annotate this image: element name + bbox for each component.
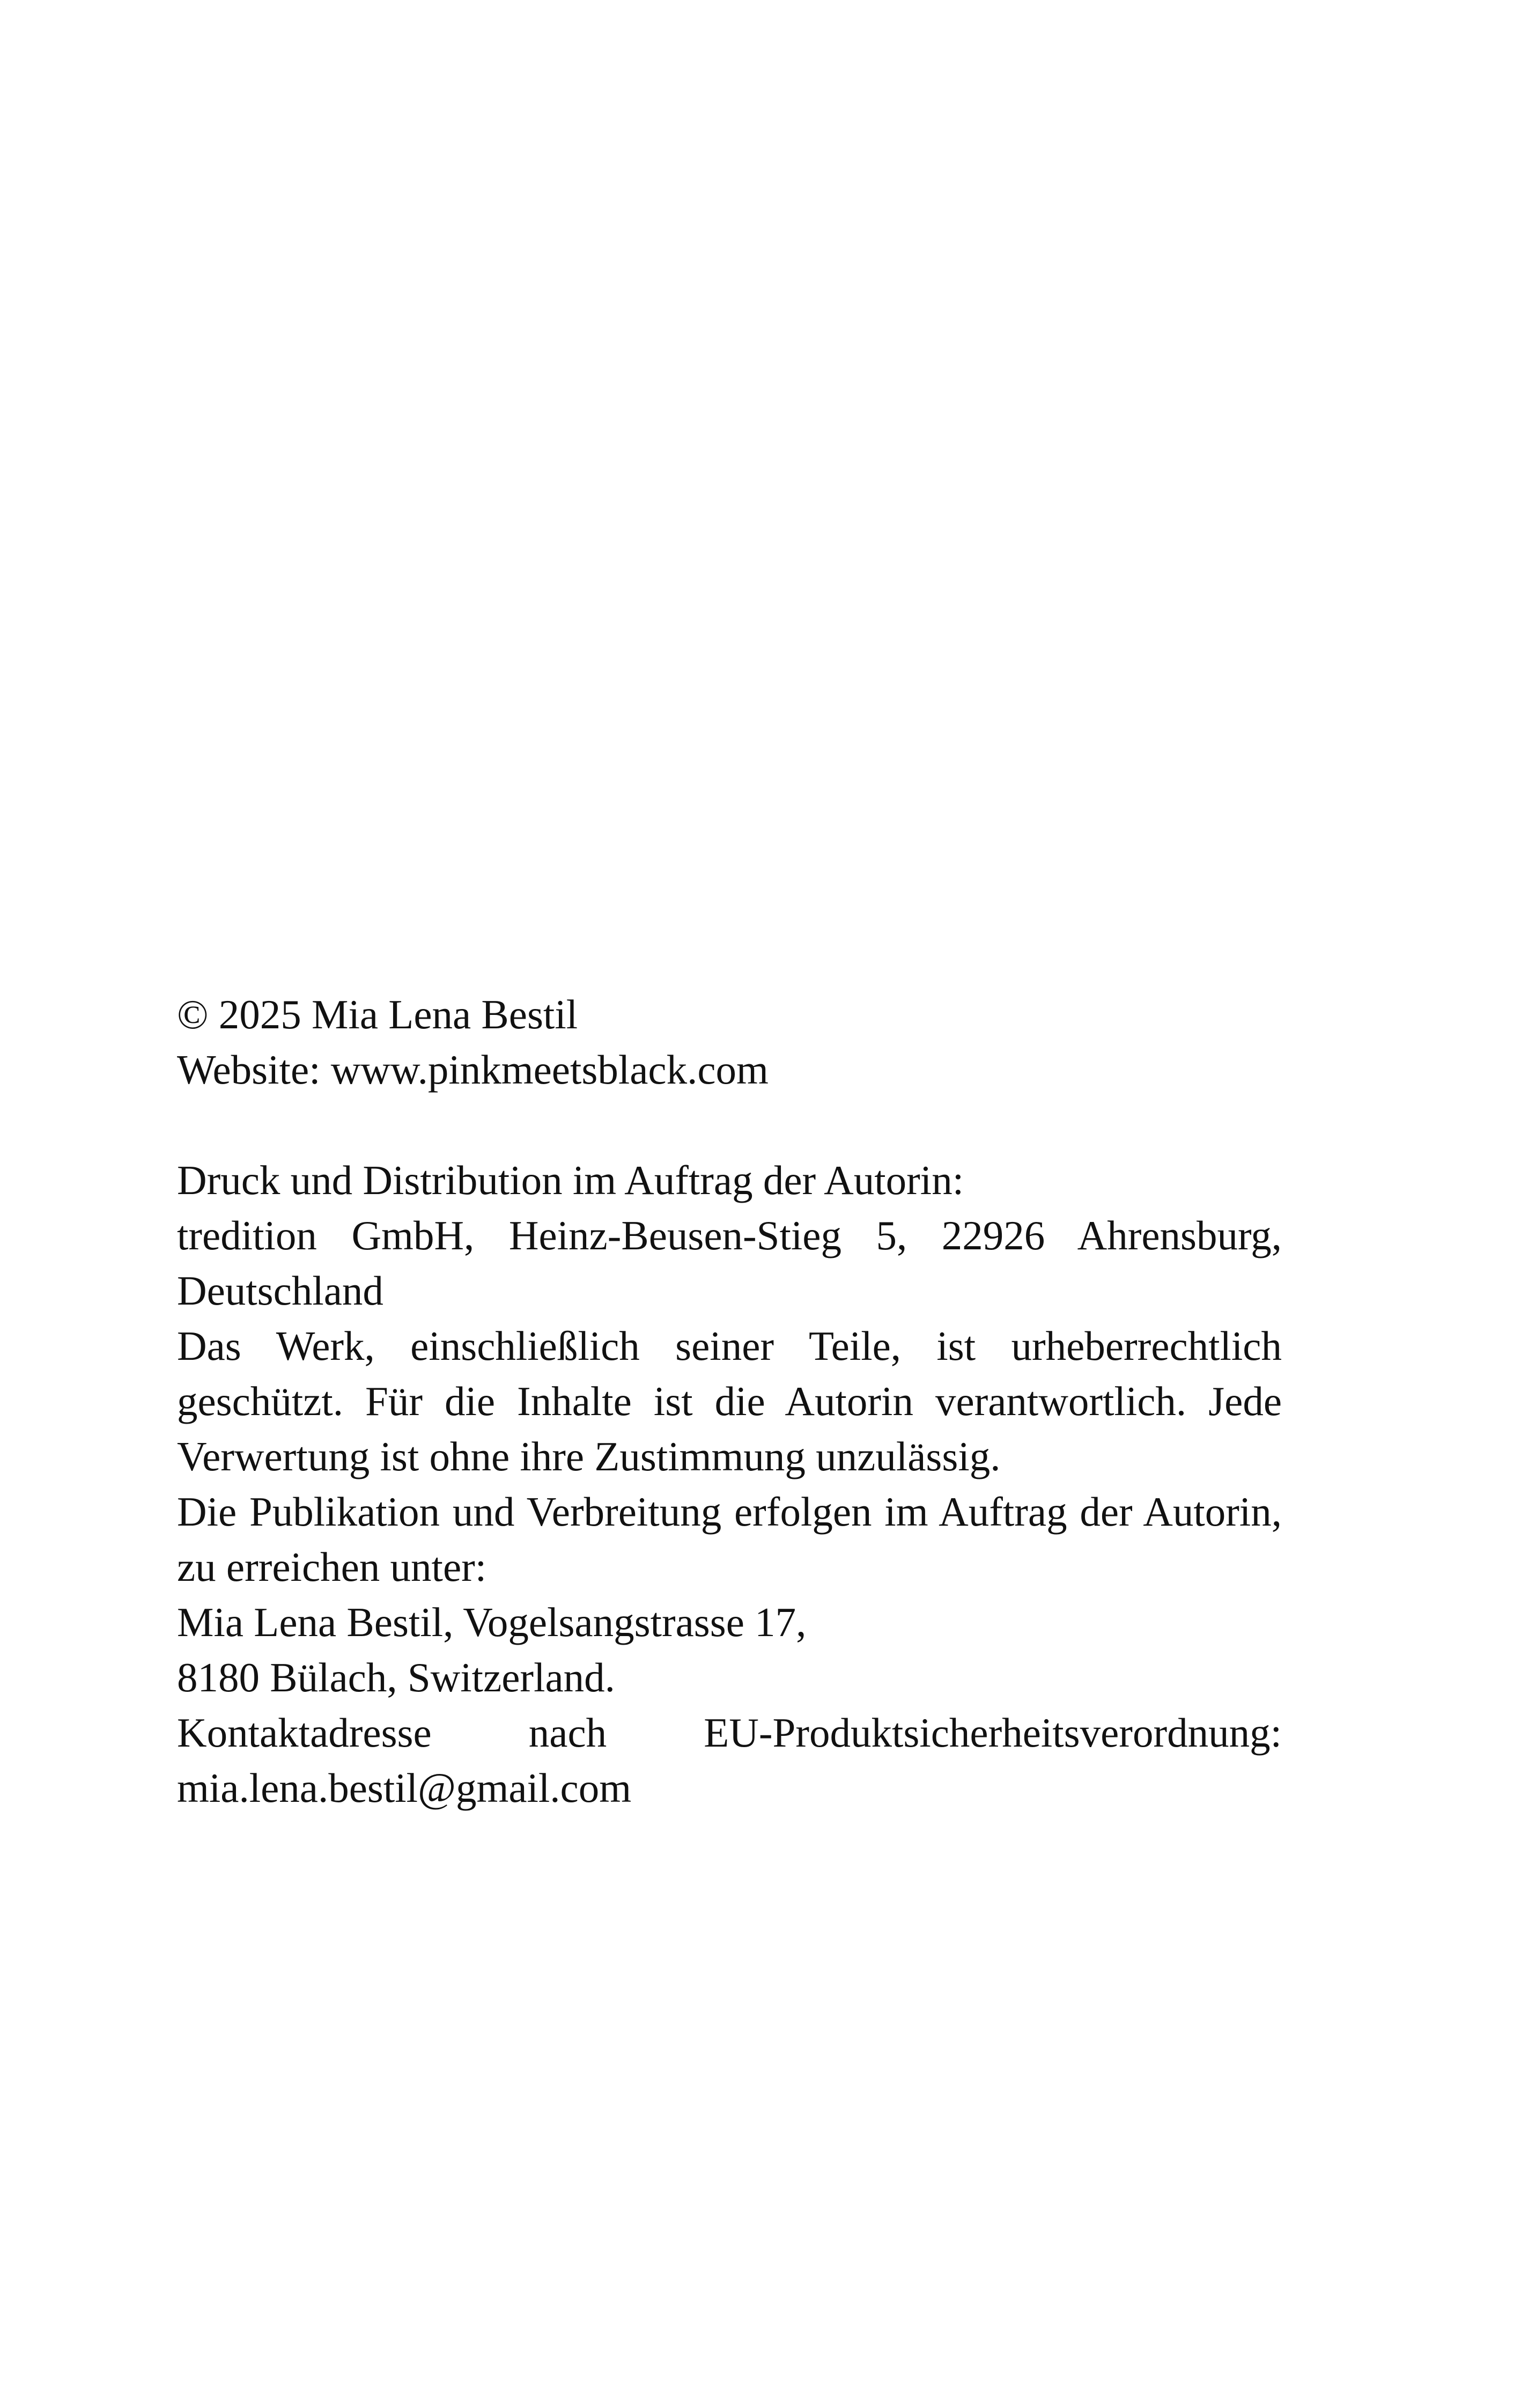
distribution-heading: Druck und Distribution im Auftrag der Autorin: bbox=[177, 1157, 964, 1203]
distribution-address: tredition GmbH, Heinz-Beusen-Stieg 5, 22926 Ahrensburg, Deutschland bbox=[177, 1212, 1282, 1314]
imprint-block bbox=[177, 987, 1282, 1816]
author-city: 8180 Bülach, Switzerland. bbox=[177, 1654, 615, 1700]
contact-email: mia.lena.bestil@gmail.com bbox=[177, 1765, 632, 1811]
website-line: Website: www.pinkmeetsblack.com bbox=[177, 1047, 769, 1093]
copyright-line: © 2025 Mia Lena Bestil bbox=[177, 991, 578, 1037]
spacer bbox=[177, 1098, 1282, 1153]
author-street: Mia Lena Bestil, Vogelsangstrasse 17, bbox=[177, 1599, 807, 1645]
publication-notice: Die Publikation und Verbreitung erfolgen im Auftrag der Autorin, zu erreichen unter: bbox=[177, 1489, 1282, 1590]
contact-label: Kontaktadresse nach EU-Produktsicherheitsverordnung: bbox=[177, 1710, 1282, 1756]
copyright-notice: Das Werk, einschließlich seiner Teile, ist urheberrechtlich geschützt. Für die Inhalte ist die Autorin verantwortlich. Jede Verwertung ist ohne ihre Zustimmung unzulässig. bbox=[177, 1323, 1282, 1479]
